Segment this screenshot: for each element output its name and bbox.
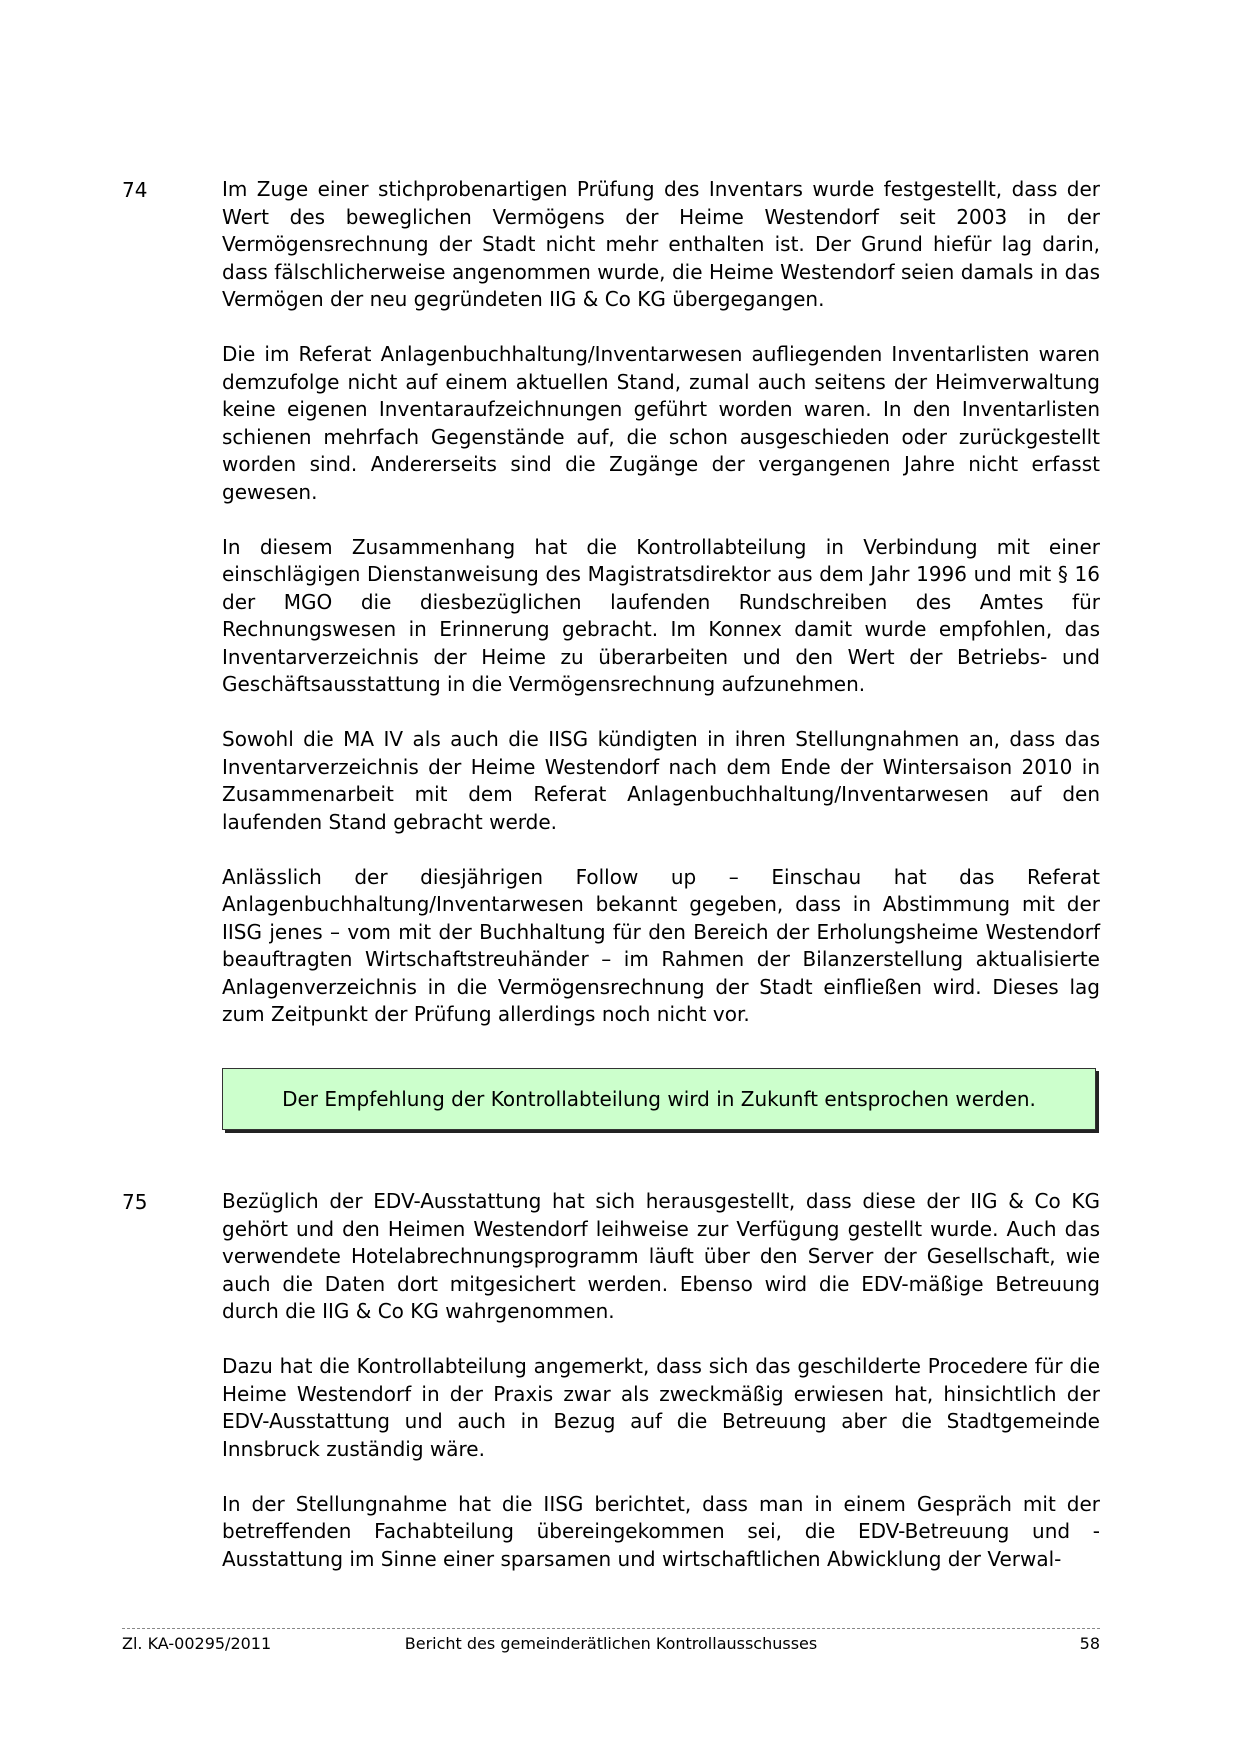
section-body — [222, 1188, 1100, 1601]
paragraph: Anlässlich der diesjährigen Follow up – Einschau hat das Referat Anlagenbuchhaltung/Inventarwesen bekannt gegeben, dass in Abstimmung mit der IISG jenes – vom mit der Buchhaltung für den Bereich der Erholungsheime Westendorf beauftragten Wirtschaftstreuhänder – im Rahmen der Bilanzerstellung aktualisierte Anlagenverzeichnis in die Vermögensrechnung der Stadt einfließen wird. Dieses lag zum Zeitpunkt der Prüfung allerdings noch nicht vor. — [222, 864, 1100, 1026]
recommendation-callout: Der Empfehlung der Kontrollabteilung wird in Zukunft entsprochen werden. — [222, 1068, 1096, 1130]
page-number: 58 — [1079, 1634, 1100, 1653]
paragraph: In der Stellungnahme hat die IISG berichtet, dass man in einem Gespräch mit der betreffenden Fachabteilung übereingekommen sei, die EDV-Betreuung und -Ausstattung im Sinne einer sparsamen und wirtschaftlichen Abwicklung der Verwal- — [222, 1491, 1100, 1571]
footer-reference: Zl. KA-00295/2011 — [122, 1634, 272, 1653]
footer-title: Bericht des gemeinderätlichen Kontrollausschusses — [404, 1634, 818, 1653]
paragraph: Im Zuge einer stichprobenartigen Prüfung des Inventars wurde festgestellt, dass der Wert des beweglichen Vermögens der Heime Westendorf seit 2003 in der Vermögensrechnung der Stadt nicht mehr enthalten ist. Der Grund hiefür lag darin, dass fälschlicherweise angenommen wurde, die Heime Westendorf seien damals in das Vermögen der neu gegründeten IIG & Co KG übergegangen. — [222, 177, 1100, 311]
page-footer — [122, 1632, 1100, 1656]
paragraph: Dazu hat die Kontrollabteilung angemerkt, dass sich das geschilderte Procedere für die Heime Westendorf in der Praxis zwar als zweckmäßig erwiesen hat, hinsichtlich der EDV-Ausstattung und auch in Bezug auf die Betreuung aber die Stadtgemeinde Innsbruck zuständig wäre. — [222, 1354, 1100, 1461]
section-number: 74 — [122, 178, 148, 202]
section-number: 75 — [122, 1190, 148, 1214]
footer-divider — [122, 1628, 1100, 1629]
paragraph: Die im Referat Anlagenbuchhaltung/Inventarwesen aufliegenden Inventarlisten waren demzufolge nicht auf einem aktuellen Stand, zumal auch seitens der Heimverwaltung keine eigenen Inventaraufzeichnungen geführt worden waren. In den Inventarlisten schienen mehrfach Gegenstände auf, die schon ausgeschieden oder zurückgestellt worden sind. Andererseits sind die Zugänge der vergangenen Jahre nicht erfasst gewesen. — [222, 342, 1100, 504]
section-body — [222, 176, 1100, 1056]
paragraph: Sowohl die MA IV als auch die IISG kündigten in ihren Stellungnahmen an, dass das Inventarverzeichnis der Heime Westendorf nach dem Ende der Wintersaison 2010 in Zusammenarbeit mit dem Referat Anlagenbuchhaltung/Inventarwesen auf den laufenden Stand gebracht werde. — [222, 727, 1100, 834]
paragraph: In diesem Zusammenhang hat die Kontrollabteilung in Verbindung mit einer einschlägigen Dienstanweisung des Magistratsdirektor aus dem Jahr 1996 und mit § 16 der MGO die diesbezüglichen laufenden Rundschreiben des Amtes für Rechnungswesen in Erinnerung gebracht. Im Konnex damit wurde empfohlen, das Inventarverzeichnis der Heime zu überarbeiten und den Wert der Betriebs- und Geschäftsausstattung in die Vermögensrechnung aufzunehmen. — [222, 534, 1100, 696]
paragraph: Bezüglich der EDV-Ausstattung hat sich herausgestellt, dass diese der IIG & Co KG gehört und den Heimen Westendorf leihweise zur Verfügung gestellt wurde. Auch das verwendete Hotelabrechnungsprogramm läuft über den Server der Gesellschaft, wie auch die Daten dort mitgesichert werden. Ebenso wird die EDV-mäßige Betreuung durch die IIG & Co KG wahrgenommen. — [222, 1189, 1100, 1323]
